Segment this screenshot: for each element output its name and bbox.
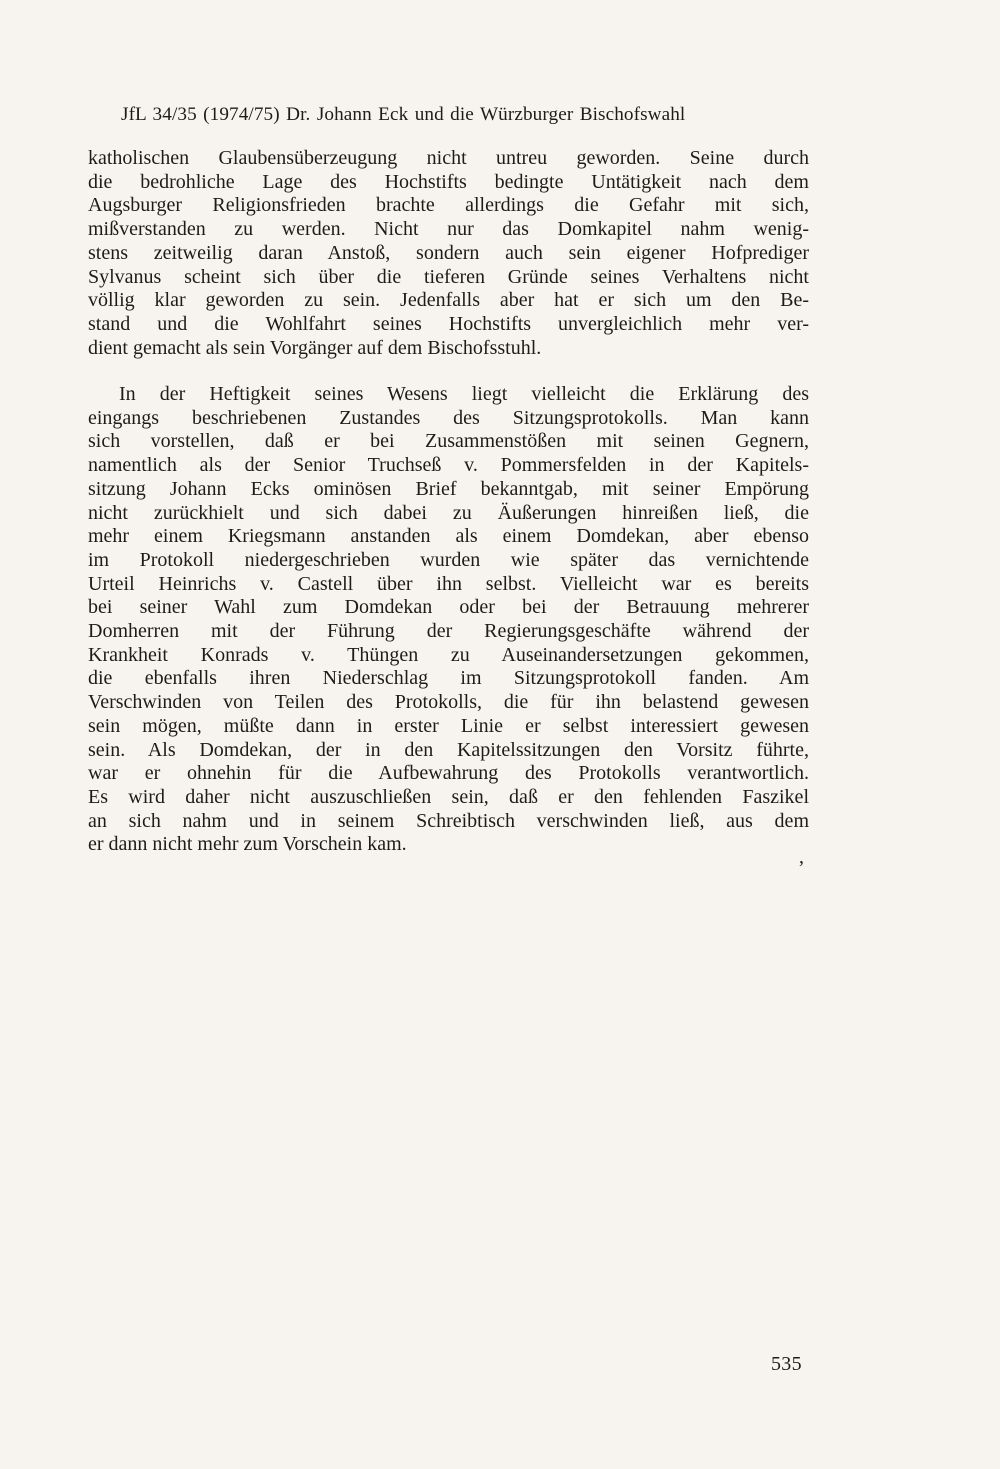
text-line: Sylvanus scheint sich über die tieferen Gründe seines Verhaltens nicht <box>88 265 809 288</box>
text-line: In der Heftigkeit seines Wesens liegt vielleicht die Erklärung des <box>119 383 809 405</box>
text-line: nicht zurückhielt und sich dabei zu Äußerungen hinreißen ließ, die <box>88 501 809 524</box>
text-line: stens zeitweilig daran Anstoß, sondern auch sein eigener Hofprediger <box>88 241 809 264</box>
text-line: Krankheit Konrads v. Thüngen zu Auseinandersetzungen gekommen, <box>88 643 809 666</box>
text-line: mehr einem Kriegsmann anstanden als einem Domdekan, aber ebenso <box>88 525 809 548</box>
text-line: die bedrohliche Lage des Hochstifts bedingte Untätigkeit nach dem <box>88 170 809 193</box>
text-line: Augsburger Religionsfrieden brachte allerdings die Gefahr mit sich, <box>88 194 809 217</box>
text-line: Verschwinden von Teilen des Protokolls, die für ihn belastend gewesen <box>88 691 809 714</box>
text-line: er dann nicht mehr zum Vorschein kam. <box>88 833 407 856</box>
paragraph-1 <box>88 147 809 360</box>
text-line: stand und die Wohlfahrt seines Hochstifts unvergleichlich mehr ver- <box>88 312 809 335</box>
text-line: katholischen Glaubensüberzeugung nicht untreu geworden. Seine durch <box>88 147 809 169</box>
text-line: namentlich als der Senior Truchseß v. Pommersfelden in der Kapitels- <box>88 454 809 477</box>
text-line: sein mögen, müßte dann in erster Linie er selbst interessiert gewesen <box>88 714 809 737</box>
text-line: eingangs beschriebenen Zustandes des Sitzungsprotokolls. Man kann <box>88 406 809 429</box>
text-line: dient gemacht als sein Vorgänger auf dem Bischofsstuhl. <box>88 336 542 359</box>
stray-mark: , <box>799 846 804 868</box>
text-line: die ebenfalls ihren Niederschlag im Sitzungsprotokoll fanden. Am <box>88 667 809 690</box>
text-line: völlig klar geworden zu sein. Jedenfalls aber hat er sich um den Be- <box>88 289 809 312</box>
text-line: mißverstanden zu werden. Nicht nur das Domkapitel nahm wenig- <box>88 218 809 241</box>
page-number: 535 <box>771 1353 802 1375</box>
text-line: Domherren mit der Führung der Regierungsgeschäfte während der <box>88 620 809 643</box>
running-head: JfL 34/35 (1974/75) Dr. Johann Eck und die Würzburger Bischofswahl <box>121 104 686 125</box>
text-line: war er ohnehin für die Aufbewahrung des Protokolls verantwortlich. <box>88 762 809 785</box>
text-line: Urteil Heinrichs v. Castell über ihn selbst. Vielleicht war es bereits <box>88 572 809 595</box>
text-line: bei seiner Wahl zum Domdekan oder bei der Betrauung mehrerer <box>88 596 809 619</box>
paragraph-2 <box>88 383 809 857</box>
text-line: Es wird daher nicht auszuschließen sein, daß er den fehlenden Faszikel <box>88 785 809 808</box>
text-line: sich vorstellen, daß er bei Zusammenstößen mit seinen Gegnern, <box>88 430 809 453</box>
text-line: an sich nahm und in seinem Schreibtisch verschwinden ließ, aus dem <box>88 809 809 832</box>
text-line: im Protokoll niedergeschrieben wurden wie später das vernichtende <box>88 548 809 571</box>
text-line: sitzung Johann Ecks ominösen Brief bekanntgab, mit seiner Empörung <box>88 477 809 500</box>
text-line: sein. Als Domdekan, der in den Kapitelssitzungen den Vorsitz führte, <box>88 738 809 761</box>
